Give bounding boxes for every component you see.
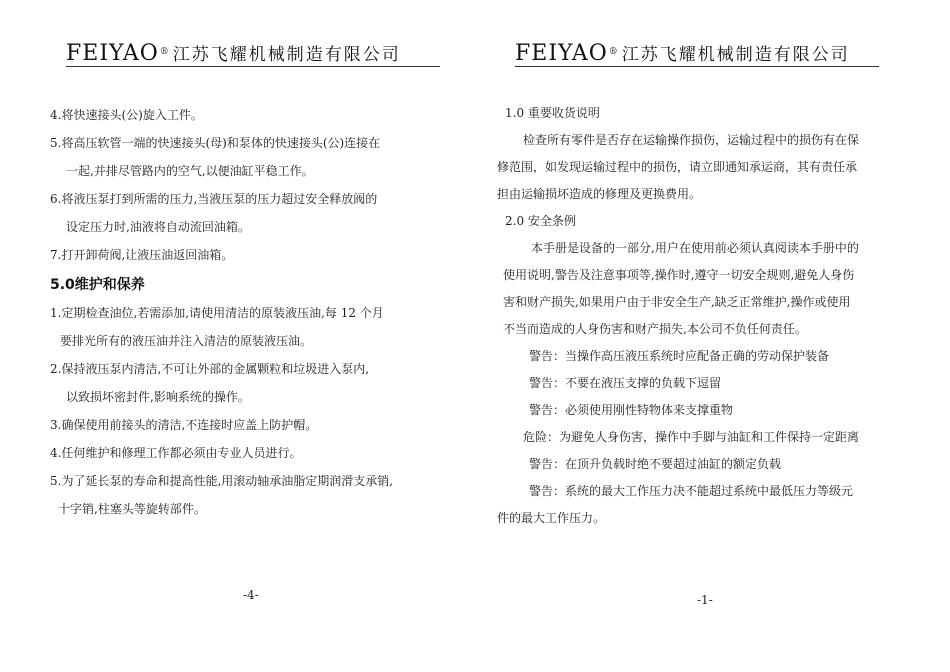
body-line: 使用说明,警告及注意事项等,操作时,遵守一切安全规则,避免人身伤 [503, 268, 855, 282]
maintenance-line: 1.定期检查油位,若需添加,请使用清洁的原装液压油,每 12 个月 [50, 306, 384, 320]
step-line: 设定压力时,油液将自动流回油箱。 [66, 220, 250, 234]
right-page [475, 0, 950, 672]
maintenance-line: 2.保持液压泵内清洁,不可让外部的金属颗粒和垃圾进入泵内, [50, 362, 370, 376]
registered-mark: ® [608, 46, 618, 57]
body-line: 修范围，如发现运输过程中的损伤，请立即通知承运商，其有责任承 [497, 160, 858, 174]
body-line: 担由运输损坏造成的修理及更换费用。 [497, 187, 702, 201]
page-header [515, 40, 850, 66]
header-rule [66, 66, 440, 67]
warning-line: 警告：必须使用刚性特物体来支撑重物 [529, 403, 734, 417]
page-number: -4- [243, 588, 259, 602]
maintenance-line: 十字销,柱塞头等旋转部件。 [58, 502, 206, 516]
page-header [66, 40, 401, 66]
company-name: 江苏飞耀机械制造有限公司 [172, 45, 401, 65]
company-name: 江苏飞耀机械制造有限公司 [621, 45, 850, 65]
body-line: 本手册是设备的一部分,用户在使用前必须认真阅读本手册中的 [531, 241, 859, 255]
danger-line: 危险：为避免人身伤害，操作中手脚与油缸和工件保持一定距离 [523, 430, 860, 444]
maintenance-line: 要排光所有的液压油并注入清洁的原装液压油。 [60, 334, 313, 348]
body-line: 件的最大工作压力。 [497, 511, 606, 525]
step-line: 5.将高压软管一端的快速接头(母)和泵体的快速接头(公)连接在 [50, 136, 381, 150]
warning-line: 警告：在顶升负载时绝不要超过油缸的额定负载 [529, 457, 782, 471]
registered-mark: ® [159, 46, 169, 57]
step-line: 6.将液压泵打到所需的压力,当液压泵的压力超过安全释放阀的 [50, 192, 378, 206]
body-line: 不当而造成的人身伤害和财产损失,本公司不负任何责任。 [503, 322, 807, 336]
maintenance-line: 5.为了延长泵的寿命和提高性能,用滚动轴承油脂定期润滑支承销, [50, 474, 394, 488]
section-heading: 2.0 安全条例 [505, 214, 576, 228]
warning-line: 警告：当操作高压液压系统时应配备正确的劳动保护装备 [529, 349, 830, 363]
maintenance-line: 4.任何维护和修理工作都必须由专业人员进行。 [50, 446, 302, 460]
maintenance-line: 3.确保使用前接头的清洁,不连接时应盖上防护帽。 [50, 418, 318, 432]
header-rule [515, 66, 879, 67]
warning-line: 警告：系统的最大工作压力决不能超过系统中最低压力等级元 [529, 484, 854, 498]
step-line: 一起,并排尽管路内的空气,以便油缸平稳工作。 [66, 164, 314, 178]
brand-name: FEIYAO [515, 41, 608, 66]
maintenance-line: 以致损坏密封件,影响系统的操作。 [66, 390, 250, 404]
step-line: 7.打开卸荷阀,让液压油返回油箱。 [50, 248, 234, 262]
body-line: 检查所有零件是否存在运输操作损伤，运输过程中的损伤有在保 [523, 133, 860, 147]
brand-name: FEIYAO [66, 41, 159, 66]
warning-line: 警告：不要在液压支撑的负载下逗留 [529, 376, 722, 390]
section-title: 5.0维护和保养 [50, 277, 145, 293]
step-line: 4.将快速接头(公)旋入工件。 [50, 108, 203, 122]
page-number: -1- [697, 593, 713, 607]
body-line: 害和财产损失,如果用户由于非安全生产,缺乏正常维护,操作或使用 [503, 295, 851, 309]
section-heading: 1.0 重要收货说明 [505, 106, 600, 120]
